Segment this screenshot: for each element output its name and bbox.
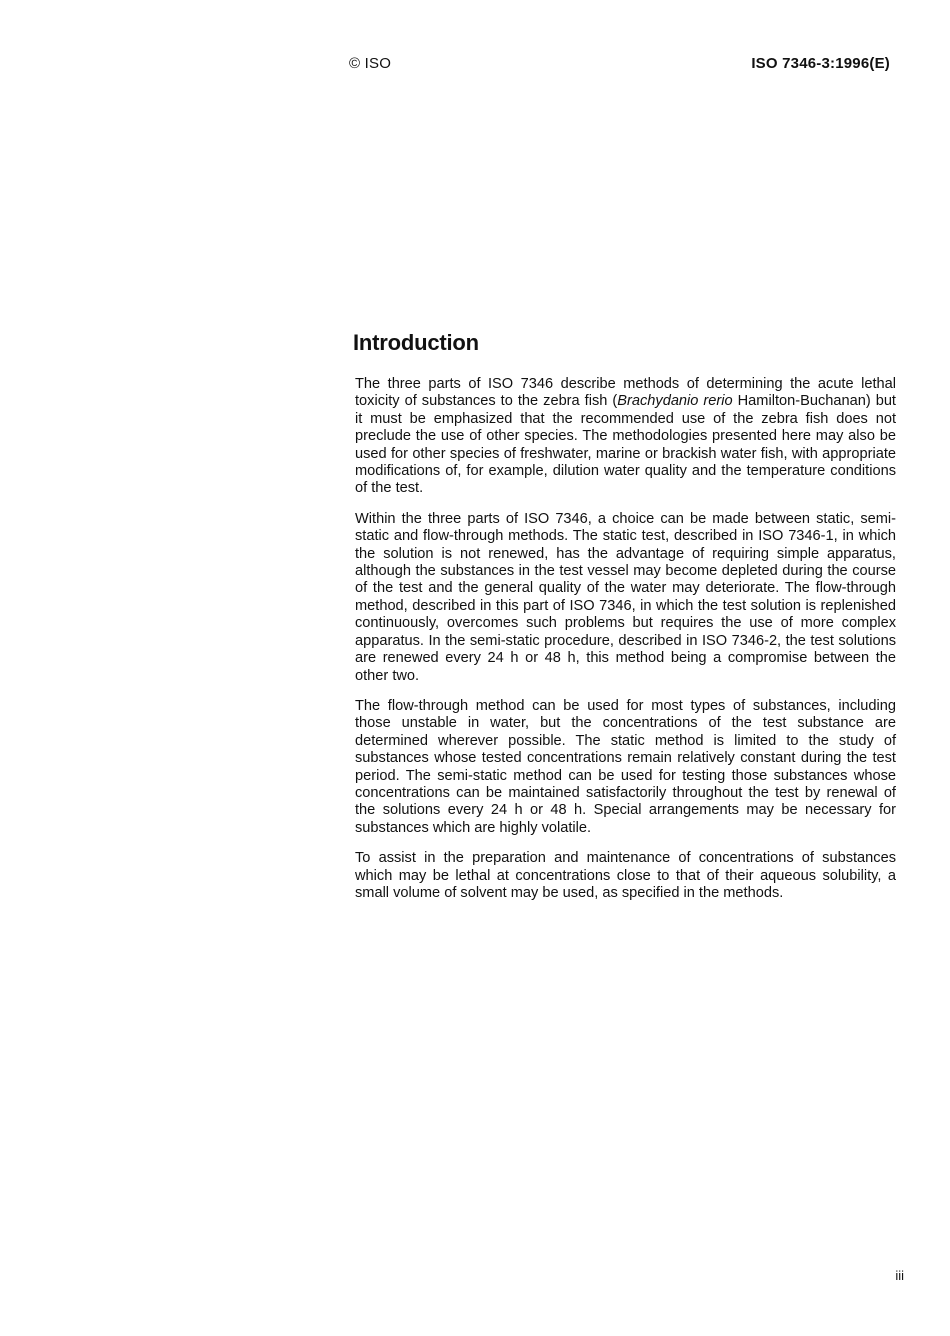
introduction-body <box>355 376 896 915</box>
species-name: Brachydanio rerio <box>617 393 733 410</box>
paragraph-3: The flow-through method can be used for most types of substances, including those unstable in water, but the concentrations of the test substance are determined wherever possible. The static method is limited to the study of substances whose tested concentrations remain relatively constant during the test period. The semi-static method can be used for testing those substances whose concentrations can be maintained satisfactorily throughout the test by renewal of the solutions every 24 h or 48 h. Special arrangements may be necessary for substances which are highly volatile. <box>355 697 896 836</box>
paragraph-1-text-end: Hamilton-Buchanan) but it must be emphasized that the recommended use of the zebra fish does not preclude the use of other species. The methodologies presented here may also be used for other species of freshwater, marine or brackish water fish, with appropriate modifications of, for example, dilution water quality and the temperature conditions of the test. <box>355 393 896 497</box>
paragraph-2: Within the three parts of ISO 7346, a choice can be made between static, semi-static and flow-through methods. The static test, described in ISO 7346-1, in which the solution is not renewed, has the advantage of requiring simple apparatus, although the substances in the test vessel may become depleted during the course of the test and the general quality of the water may deteriorate. The flow-through method, described in this part of ISO 7346, in which the test solution is replenished continuously, overcomes such problems but requires the use of more complex apparatus. In the semi-static procedure, described in ISO 7346-2, the test solutions are renewed every 24 h or 48 h, this method being a compromise between the other two. <box>355 510 896 684</box>
paragraph-1-text-start: The three parts of ISO 7346 describe methods of determining the acute lethal toxicity of substances to the zebra fish ( <box>355 376 896 410</box>
paragraph-1 <box>355 376 896 498</box>
copyright-header: © ISO <box>349 55 392 72</box>
section-title: Introduction <box>353 330 479 355</box>
document-number-header: ISO 7346-3:1996(E) <box>751 55 890 72</box>
page-number: iii <box>895 1268 904 1283</box>
paragraph-4: To assist in the preparation and maintenance of concentrations of substances which may be lethal at concentrations close to that of their aqueous solubility, a small volume of solvent may be used, as specified in the methods. <box>355 850 896 901</box>
